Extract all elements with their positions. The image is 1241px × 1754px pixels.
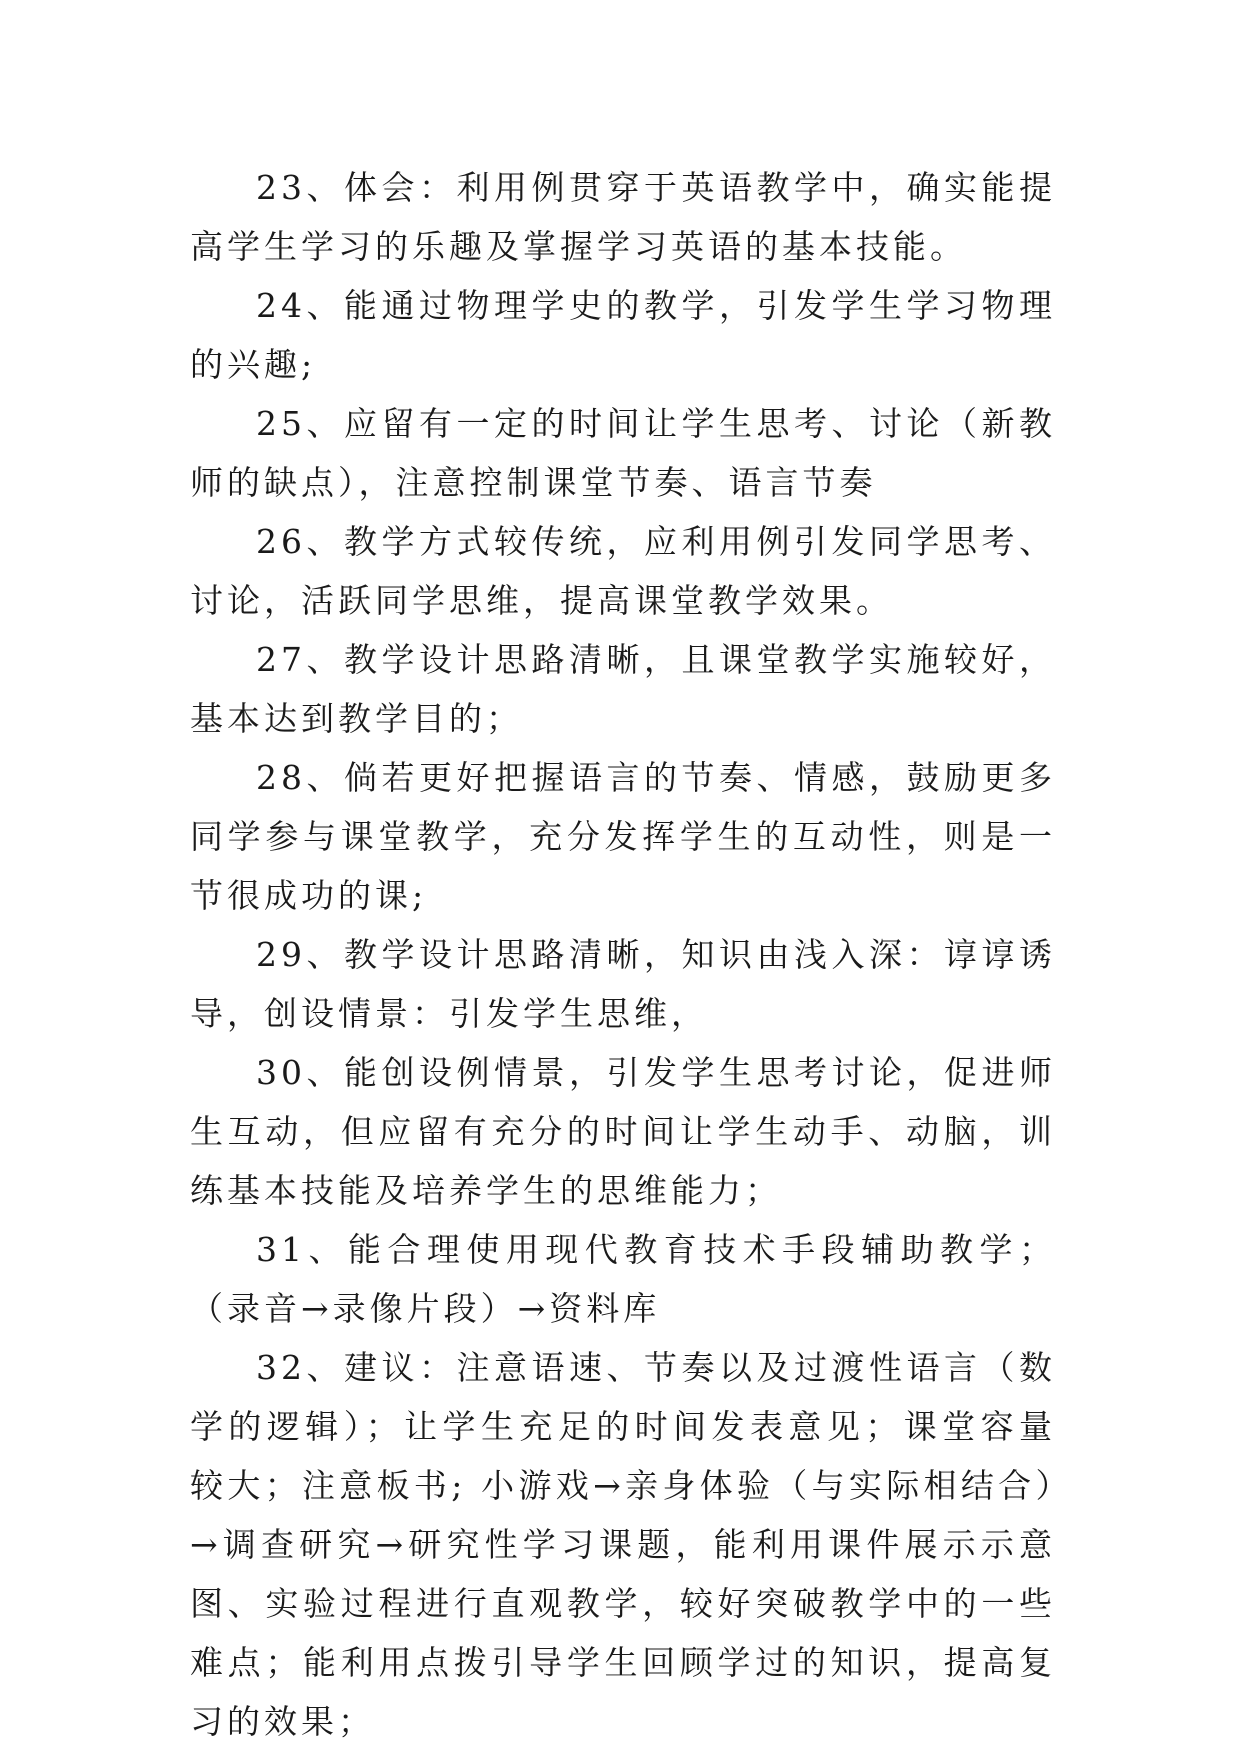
paragraph-27: 27、教学设计思路清晰，且课堂教学实施较好，基本达到教学目的； — [190, 640, 1056, 738]
paragraph-31: 31、能合理使用现代教育技术手段辅助教学；（录音→录像片段）→资料库 — [190, 1230, 1056, 1328]
paragraph-29: 29、教学设计思路清晰，知识由浅入深：谆谆诱导，创设情景：引发学生思维， — [190, 935, 1056, 1033]
paragraph-32: 32、建议：注意语速、节奏以及过渡性语言（数学的逻辑）；让学生充足的时间发表意见；课堂容量较大；注意板书; 小游戏→亲身体验（与实际相结合）→调查研究→研究性学习课题，能利用课件展示示意图、实验过程进行直观教学，较好突破教学中的一些难点；能利用点拨引导学生回顾学过的知识，提高复习的效果； — [190, 1348, 1056, 1741]
paragraph-30: 30、能创设例情景，引发学生思考讨论，促进师生互动，但应留有充分的时间让学生动手、动脑，训练基本技能及培养学生的思维能力； — [190, 1053, 1056, 1210]
paragraph-25: 25、应留有一定的时间让学生思考、讨论（新教师的缺点），注意控制课堂节奏、语言节奏 — [190, 404, 1056, 502]
paragraph-28: 28、倘若更好把握语言的节奏、情感，鼓励更多同学参与课堂教学，充分发挥学生的互动性，则是一节很成功的课; — [190, 758, 1056, 915]
document-body — [190, 158, 1056, 1751]
paragraph-23: 23、体会：利用例贯穿于英语教学中，确实能提高学生学习的乐趣及掌握学习英语的基本技能。 — [190, 168, 1056, 266]
paragraph-24: 24、能通过物理学史的教学，引发学生学习物理的兴趣; — [190, 286, 1056, 384]
paragraph-26: 26、教学方式较传统，应利用例引发同学思考、讨论，活跃同学思维，提高课堂教学效果。 — [190, 522, 1056, 620]
